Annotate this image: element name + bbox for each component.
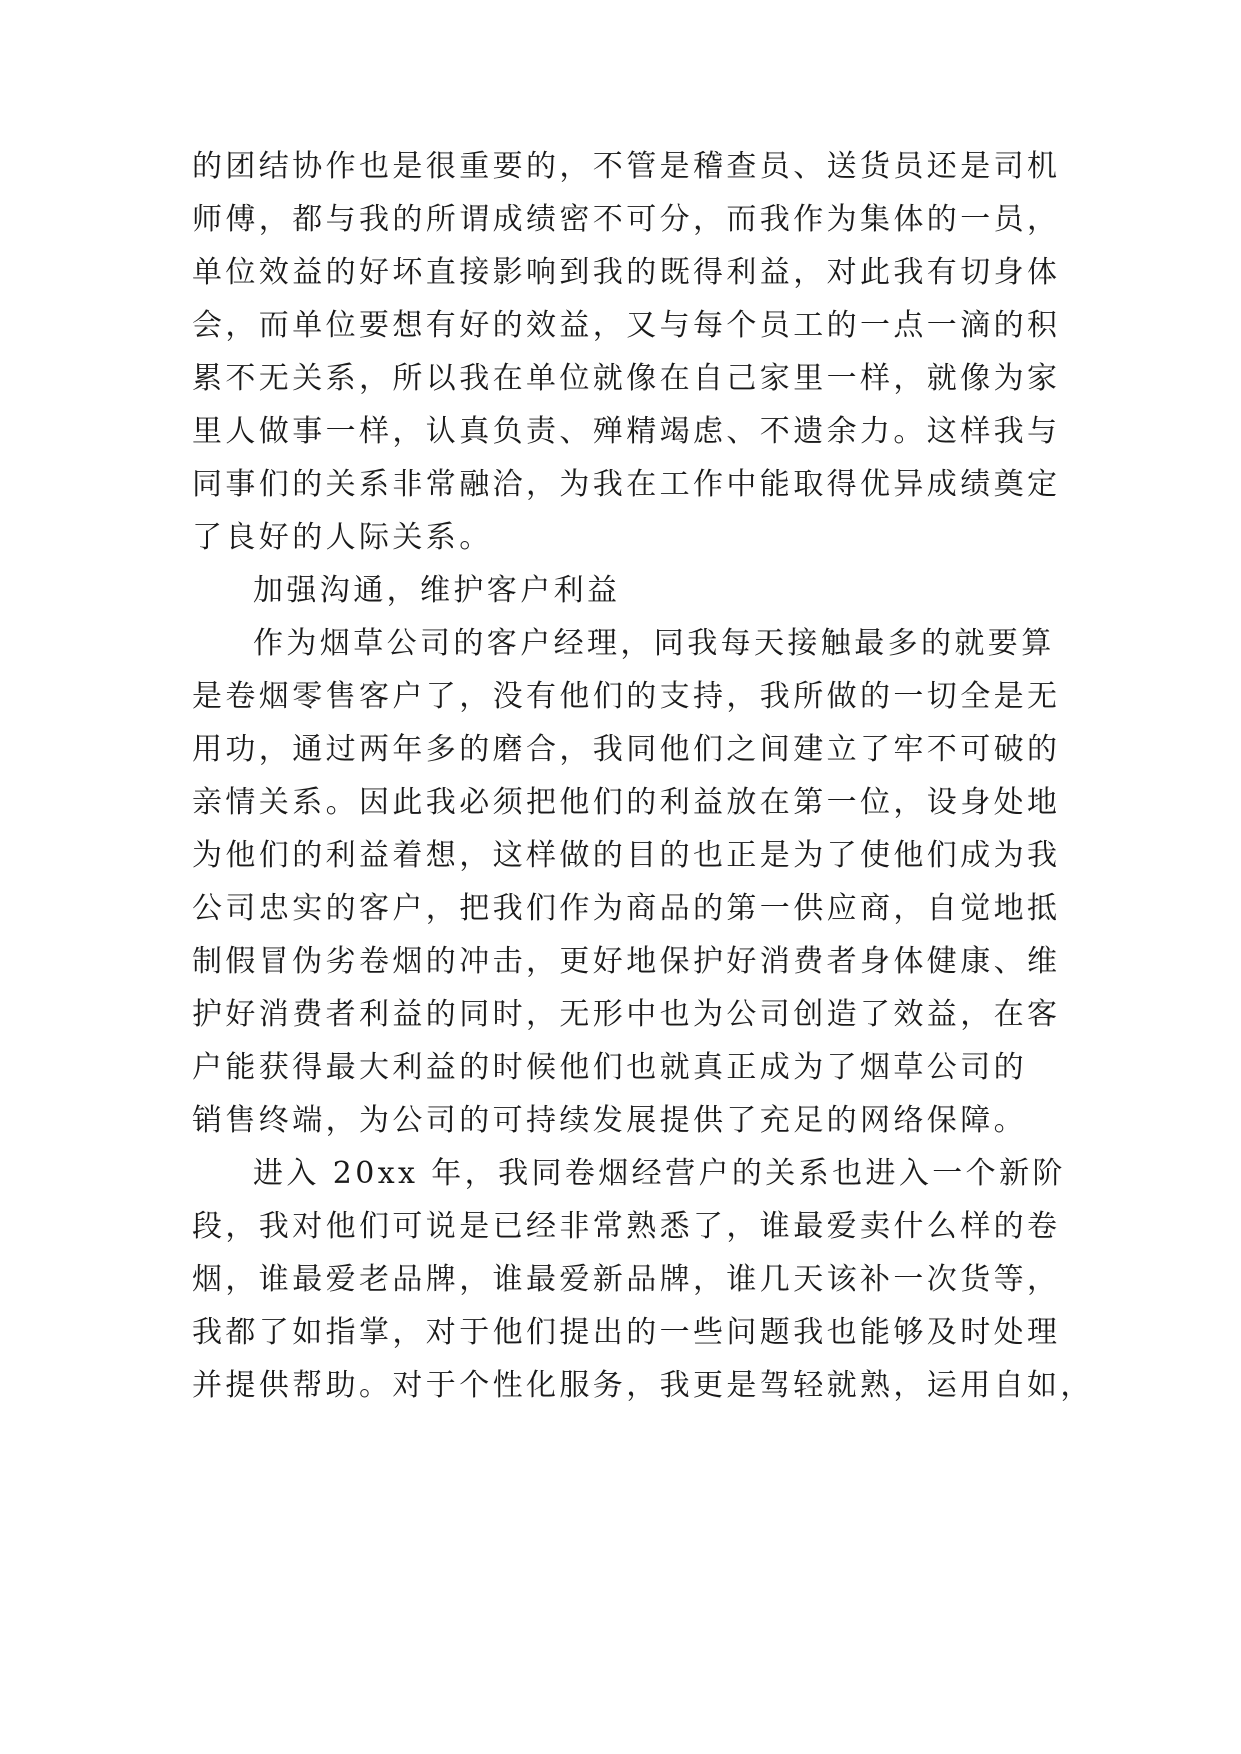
section-heading: 加强沟通，维护客户利益 [253,573,621,608]
text-line-8: 了良好的人际关系。 [192,520,493,555]
text-line-4: 会，而单位要想有好的效益，又与每个员工的一点一滴的积 [192,308,1061,343]
text-line-16: 制假冒伪劣卷烟的冲击，更好地保护好消费者身体健康、维 [192,944,1061,979]
text-line-13: 亲情关系。因此我必须把他们的利益放在第一位，设身处地 [192,785,1061,820]
text-line-18: 户能获得最大利益的时候他们也就真正成为了烟草公司的 [192,1050,1027,1085]
text-line-15: 公司忠实的客户，把我们作为商品的第一供应商，自觉地抵 [192,891,1061,926]
text-line-1: 的团结协作也是很重要的，不管是稽查员、送货员还是司机 [192,149,1061,184]
text-line-6: 里人做事一样，认真负责、殚精竭虑、不遗余力。这样我与 [192,414,1061,449]
text-line-5: 累不无关系，所以我在单位就像在自己家里一样，就像为家 [192,361,1061,396]
text-line-23: 我都了如指掌，对于他们提出的一些问题我也能够及时处理 [192,1315,1061,1350]
text-line-19: 销售终端，为公司的可持续发展提供了充足的网络保障。 [192,1103,1027,1138]
text-line-11: 是卷烟零售客户了，没有他们的支持，我所做的一切全是无 [192,679,1061,714]
text-line-3: 单位效益的好坏直接影响到我的既得利益，对此我有切身体 [192,255,1061,290]
text-line-24: 并提供帮助。对于个性化服务，我更是驾轻就熟，运用自如， [192,1368,1094,1403]
text-line-22: 烟，谁最爱老品牌，谁最爱新品牌，谁几天该补一次货等， [192,1262,1061,1297]
text-line-14: 为他们的利益着想，这样做的目的也正是为了使他们成为我 [192,838,1061,873]
text-line-12: 用功，通过两年多的磨合，我同他们之间建立了牢不可破的 [192,732,1061,767]
text-line-10: 作为烟草公司的客户经理，同我每天接触最多的就要算 [253,626,1055,661]
text-line-7: 同事们的关系非常融洽，为我在工作中能取得优异成绩奠定 [192,467,1061,502]
text-line-20: 进入 20xx 年，我同卷烟经营户的关系也进入一个新阶 [253,1156,1066,1191]
text-line-2: 师傅，都与我的所谓成绩密不可分，而我作为集体的一员， [192,202,1061,237]
text-line-21: 段，我对他们可说是已经非常熟悉了，谁最爱卖什么样的卷 [192,1209,1061,1244]
text-line-17: 护好消费者利益的同时，无形中也为公司创造了效益，在客 [192,997,1061,1032]
